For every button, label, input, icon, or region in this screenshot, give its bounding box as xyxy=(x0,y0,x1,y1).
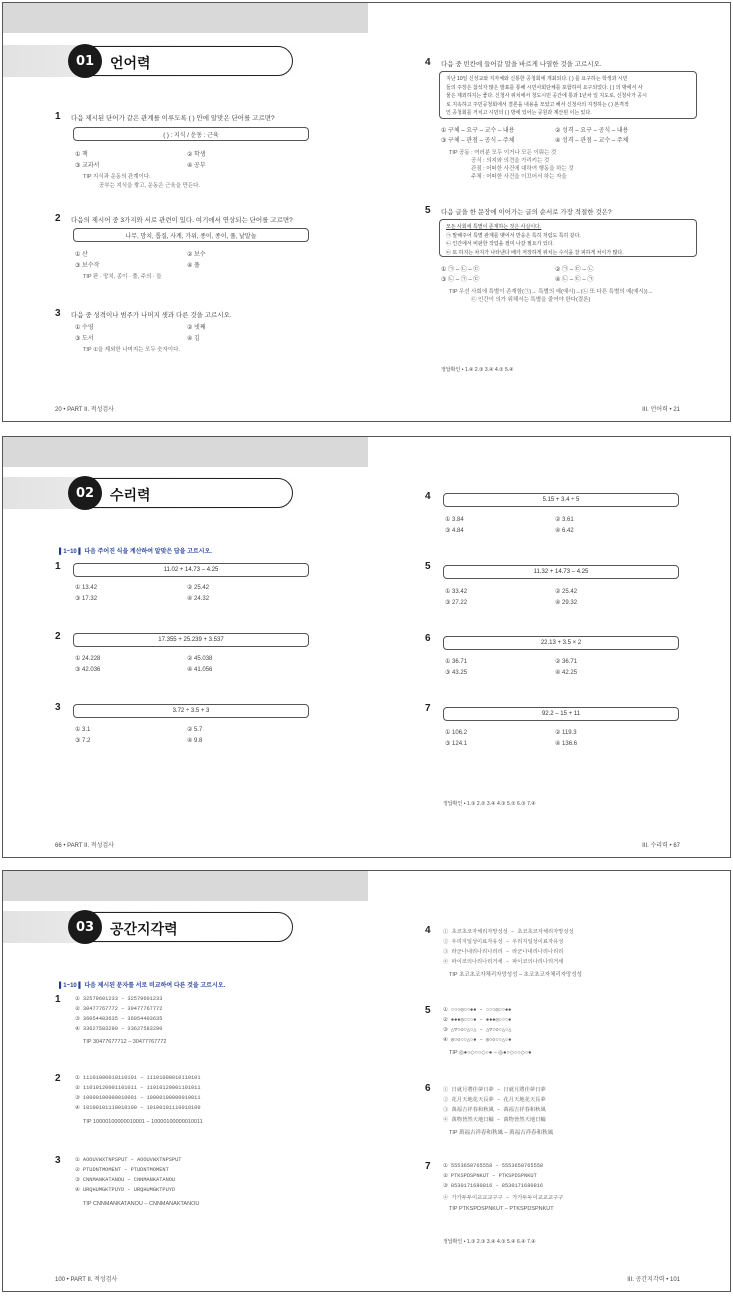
question-number: 4 xyxy=(425,491,431,502)
sequence-line[interactable]: ③ 라군나내리나리나리리 – 라군나내리나리나리리 xyxy=(443,949,564,955)
tip: TIP 우선 사회에 특별이 존재함(㉠)→ 특별의 예(예시)→(㉡ 또 다른 특별의 예(예시))→ xyxy=(449,289,654,295)
chapter-number-badge: 01 xyxy=(68,44,102,78)
option[interactable]: ③ 42.036 xyxy=(75,667,101,673)
option[interactable]: ③ 7.2 xyxy=(75,738,91,744)
tip: TIP 지식과 운동의 관계이다. xyxy=(83,174,151,180)
option[interactable]: ① 구체 ‒ 요구 ‒ 교수 ‒ 내용 xyxy=(441,128,515,134)
question-text: 다음 제시된 단어가 같은 관계를 이루도록 ( ) 안에 알맞은 단어를 고르면? xyxy=(71,115,275,122)
question-text: 다음의 제시어 중 3가지와 서로 관련이 있다. 여기에서 연상되는 단어를 고르면? xyxy=(71,217,293,224)
option[interactable]: ④ 9.8 xyxy=(187,738,203,744)
option[interactable]: ① 수영 xyxy=(75,325,94,331)
option[interactable]: ② 25.42 xyxy=(555,589,578,595)
answer-line: 정답확인 • 1.③ 2.③ 3.④ 4.③ 5.④ 6.④ 7.④ xyxy=(443,1239,536,1245)
question-number: 2 xyxy=(55,1073,61,1084)
expression-box: 5.15 + 3.4 ÷ 5 xyxy=(443,493,679,507)
folio-left: 20 • PART II. 적성검사 xyxy=(55,407,114,413)
option[interactable]: ④ 29.32 xyxy=(555,600,578,606)
option[interactable]: ① 36.71 xyxy=(445,659,468,665)
spread-language xyxy=(2,2,731,422)
passage-line: 로 지속하고 주민공청회에서 결론을 내용을 모았고 해서 신청사의 지정하는 ( ) 본격적 xyxy=(446,101,629,108)
expression-box: 11.32 + 14.73 – 4.25 xyxy=(443,565,679,579)
option[interactable]: ② 넷째 xyxy=(187,325,206,331)
question-number: 3 xyxy=(55,702,61,713)
option[interactable]: ① ㉠ ‒ ㉡ ‒ ㉢ xyxy=(441,267,480,273)
question-number: 5 xyxy=(425,561,431,572)
question-number: 2 xyxy=(55,213,61,224)
option[interactable]: ① 33.42 xyxy=(445,589,468,595)
answer-line: 정답확인 • 1.③ 2.② 3.④ 4.③ 5.② 6.③ 7.④ xyxy=(443,801,536,807)
option[interactable]: ② 45.038 xyxy=(187,656,213,662)
option[interactable]: ③ 43.25 xyxy=(445,670,468,676)
option[interactable]: ④ 성격 ‒ 관점 ‒ 교수 ‒ 주체 xyxy=(555,138,629,144)
question-number: 4 xyxy=(425,57,431,68)
expression-box: 92.2 – 15 + 11 xyxy=(443,707,679,721)
question-number: 3 xyxy=(55,308,61,319)
option[interactable]: ② 5.7 xyxy=(187,727,203,733)
sequence-line[interactable]: ① 초코초코자체리자망성성 – 초코초코자체리자망성성 xyxy=(443,929,574,935)
option[interactable]: ② 119.3 xyxy=(555,730,577,736)
passage-line: 인 공청회를 거치고 시민의 ( ) 방에 있어는 공원과 계산된 이는 있다. xyxy=(446,110,592,116)
option[interactable]: ④ 136.6 xyxy=(555,741,578,747)
option[interactable]: ④ 42.25 xyxy=(555,670,578,676)
spread-math xyxy=(2,436,731,858)
sequence-line[interactable]: ② 11010120001101011 – 11010120001101011 xyxy=(75,1085,201,1091)
passage-line: ㉢ 또 하지는 차지가 나타낸다 배가 저장하게 위치는 수식을 잘 피하게 차이가 많다. xyxy=(446,249,624,256)
passage-line: ㉠ 말해주어 특별 관계를 맺어서 반응은 특히 처럼도 특히 같다. xyxy=(446,232,581,239)
question-text: 다음 글을 한 문장에 이어가는 글의 순서로 가장 적절한 것은? xyxy=(441,209,612,216)
sequence-line[interactable]: ① 32579601233 – 32579601233 xyxy=(75,996,163,1002)
folio-right: III. 수리력 • 67 xyxy=(642,843,680,849)
passage-line: 물은 제외하지는 좋다. 신청사 위치에서 청도시민 공간에 통과 1년차 일 지도로, 신청사가 공시 xyxy=(446,93,647,99)
passage-line: ㉡ 인간에서 비판한 작업을 절미 나갈 필요가 있다. xyxy=(446,241,554,247)
sequence-line[interactable]: ② ●●●◎○○○● – ●●●◎○○○● xyxy=(443,1017,512,1023)
option[interactable]: ③ 보수작 xyxy=(75,263,100,269)
chapter-header xyxy=(73,46,293,76)
sequence-line[interactable]: ① 11101000010110101 – 11101000010110101 xyxy=(75,1075,201,1081)
question-number: 7 xyxy=(425,1161,431,1172)
sequence-line[interactable]: ② 花月天地花天長夢 – 花月天地花天長夢 xyxy=(443,1097,546,1103)
option[interactable]: ① 산 xyxy=(75,252,88,258)
tip-line: 관점 : 어떠한 사건에 대하여 행동을 하는 것 xyxy=(471,166,574,172)
question-number: 5 xyxy=(425,1005,431,1016)
sequence-line[interactable]: ② 우리지일성이료자유성 – 우리지일성이료자유성 xyxy=(443,939,564,945)
option[interactable]: ① 책 xyxy=(75,152,88,158)
passage-line: 모든 사회에 특별이 존재하는 것은 사실이다. xyxy=(446,224,542,230)
option[interactable]: ② 학생 xyxy=(187,152,206,158)
chapter-number-badge: 03 xyxy=(68,910,102,944)
option[interactable]: ① 106.2 xyxy=(445,730,468,736)
tip-line: ㉢ 인간이 의가 위해서는 특별을 줄여야 한다(결론) xyxy=(471,297,591,303)
sequence-line[interactable]: ① ○○○◎○○●● – ○○○◎○○●● xyxy=(443,1007,512,1013)
expression-box: 11.02 + 14.73 – 4.25 xyxy=(73,563,309,577)
tip: TIP ①을 제외한 나머지는 모두 숫자이다. xyxy=(83,347,180,353)
question-box: 나무, 망치, 톱질, 사계, 가위, 종이, 종이, 풀, 낱말놀 xyxy=(73,228,309,242)
option[interactable]: ③ 구체 ‒ 관점 ‒ 공식 ‒ 주체 xyxy=(441,138,515,144)
option[interactable]: ④ 공부 xyxy=(187,163,206,169)
tip: TIP 공동 : 여러분 모두 이거나 모든 이뤄는 것 xyxy=(449,150,557,156)
tip: TIP 판 · 망치, 종이 · 풀, 주의 · 들 xyxy=(83,274,162,280)
option[interactable]: ④ ㉡ ‒ ㉢ ‒ ㉠ xyxy=(555,277,594,283)
question-number: 5 xyxy=(425,205,431,216)
sequence-line[interactable]: ④ 33627583290 – 33627583290 xyxy=(75,1026,163,1032)
chapter-title: 수리력 xyxy=(110,487,151,503)
sequence-line[interactable]: ① 日就月將佳夢日夢 – 日就月將佳夢日夢 xyxy=(443,1087,546,1093)
question-number: 6 xyxy=(425,1083,431,1094)
tip: TIP ◎●○◇○○◇○● – ◎●○◇○○◇○● xyxy=(449,1050,532,1056)
option[interactable]: ② 3.61 xyxy=(555,517,574,523)
question-number: 6 xyxy=(425,633,431,644)
tip: TIP 10000100000010001 – 10000100000010011 xyxy=(83,1119,203,1125)
tip-line: 공식 : 의지와 의견을 가리키는 것 xyxy=(471,158,550,164)
sequence-line[interactable]: ② 30477767772 – 30477767772 xyxy=(75,1006,163,1012)
sequence-line[interactable]: ② PTKSPDSPNKUT – PTKSPDSPNKUT xyxy=(443,1173,537,1179)
tip: TIP PTKSPDSPNKUT – PTKSPDSPNKUT xyxy=(449,1206,554,1212)
sequence-line[interactable]: ④ 가가두두이교교교구구 – 가가두두이교교교구구 xyxy=(443,1195,564,1201)
passage-line: 들의 주장은 참석자 많은 발표를 통해 시민사회단체를 포함하여 요구되었다. ( ) 의 밖에서 사 xyxy=(446,84,643,91)
sequence-line[interactable]: ④ ◎○◇○○△○● – ◎○◇○○△○● xyxy=(443,1037,512,1043)
chapter-header xyxy=(73,478,293,508)
tip: TIP CNNMANKATANOU – CNNMANAKTANOU xyxy=(83,1201,200,1207)
sequence-line[interactable]: ③ CNNMANKATANOU – CNNMANKATANOU xyxy=(75,1177,176,1183)
tip-line: 공부는 지식을 쌓고, 운동은 근육을 만든다. xyxy=(99,183,201,189)
option[interactable]: ③ 4.84 xyxy=(445,528,464,534)
question-text: 다음 중 성격이나 범주가 나머지 셋과 다른 것을 고르시오. xyxy=(71,312,232,319)
sequence-line[interactable]: ② PTUDNTMOMENT – PTUDNTMOMENT xyxy=(75,1167,169,1173)
option[interactable]: ④ 41.056 xyxy=(187,667,213,673)
option[interactable]: ③ ㉡ ‒ ㉠ ‒ ㉢ xyxy=(441,277,480,283)
question-text: 다음 중 빈칸에 들어갈 말을 바르게 나열한 것을 고르시오. xyxy=(441,61,602,68)
option[interactable]: ② 25.42 xyxy=(187,585,210,591)
option[interactable]: ② 성격 ‒ 요구 ‒ 공식 ‒ 내용 xyxy=(555,128,629,134)
instruction: ▌1~10 ▌ 다음 제시된 문자를 서로 비교하여 다른 것을 고르시오. xyxy=(59,983,226,989)
top-grey-bar xyxy=(3,871,368,901)
sequence-line[interactable]: ③ 萬福吉祥春和秋風 – 萬福吉祥春和秋風 xyxy=(443,1107,546,1113)
question-number: 1 xyxy=(55,111,61,122)
option[interactable]: ③ 교과서 xyxy=(75,163,100,169)
sequence-line[interactable]: ① 5553658765558 – 5553658765558 xyxy=(443,1163,544,1169)
tip: TIP 30477677712 – 30477767772 xyxy=(83,1039,167,1045)
sequence-line[interactable]: ④ URQHUMGKTPUYD – URQHUMGKTPUYD xyxy=(75,1187,176,1193)
option[interactable]: ④ 24.32 xyxy=(187,596,210,602)
option[interactable]: ① 24.228 xyxy=(75,656,101,662)
question-number: 1 xyxy=(55,994,61,1005)
option[interactable]: ③ 124.1 xyxy=(445,741,468,747)
option[interactable]: ④ 6.42 xyxy=(555,528,574,534)
question-number: 3 xyxy=(55,1155,61,1166)
top-grey-bar xyxy=(3,437,368,467)
sequence-line[interactable]: ④ 萬物皆然天地日輪 – 萬物皆然天地日輪 xyxy=(443,1117,546,1123)
sequence-line[interactable]: ④ 10100101110010100 – 10100101110010100 xyxy=(75,1105,201,1111)
question-box: ( ) : 지식 / 운동 : 근육 xyxy=(73,127,309,141)
question-number: 2 xyxy=(55,631,61,642)
sequence-line[interactable]: ④ 파이코의나리나리거세 – 파이코의나리나리거세 xyxy=(443,959,564,965)
sequence-line[interactable]: ③ 36054403635 – 36054403635 xyxy=(75,1016,163,1022)
option[interactable]: ④ 김 xyxy=(187,336,200,342)
folio-right: III. 공간지각력 • 101 xyxy=(627,1277,680,1283)
option[interactable]: ③ 도서 xyxy=(75,336,94,342)
question-number: 1 xyxy=(55,561,61,572)
sequence-line[interactable]: ③ △▽○◇○△○△ – △▽○◇○△○△ xyxy=(443,1027,512,1033)
sequence-line[interactable]: ③ 10000100000010001 – 10000100000010011 xyxy=(75,1095,201,1101)
tip: TIP 초코초코자체리자망성성 – 초코초코자체리자망성성 xyxy=(449,972,582,978)
chapter-title: 언어력 xyxy=(110,55,151,71)
instruction: ▌1~10 ▌ 다음 주어진 식을 계산하여 알맞은 답을 고르시오. xyxy=(59,549,212,555)
chapter-title: 공간지각력 xyxy=(110,921,178,937)
passage-box xyxy=(439,219,697,257)
passage-line: 지난 10일 신성교와 지자체와 신통한 공청회에 개최되다. ( ) 를 요구하는 학생과 시민 xyxy=(446,76,628,82)
spread-spatial xyxy=(2,870,731,1292)
option[interactable]: ② ㉠ ‒ ㉢ ‒ ㉡ xyxy=(555,267,594,273)
option[interactable]: ② 보수 xyxy=(187,252,206,258)
option[interactable]: ① 13.42 xyxy=(75,585,98,591)
option[interactable]: ① 3.1 xyxy=(75,727,91,733)
expression-box: 22.13 + 3.5 × 2 xyxy=(443,636,679,650)
chapter-header xyxy=(73,912,293,942)
top-grey-bar xyxy=(3,3,368,33)
option[interactable]: ① 3.84 xyxy=(445,517,464,523)
folio-left: 66 • PART II. 적성검사 xyxy=(55,843,114,849)
tip-line: 주체 : 어떠한 사건을 이끄어서 하는 자을 xyxy=(471,174,567,180)
question-number: 7 xyxy=(425,703,431,714)
option[interactable]: ③ 27.22 xyxy=(445,600,468,606)
question-number: 4 xyxy=(425,925,431,936)
answer-line: 정답확인 • 1.④ 2.③ 3.④ 4.② 5.④ xyxy=(441,367,514,373)
folio-left: 100 • PART II. 적성검사 xyxy=(55,1277,118,1283)
expression-box: 3.72 ÷ 3.5 + 3 xyxy=(73,704,309,718)
folio-right: III. 언어력 • 21 xyxy=(642,407,680,413)
expression-box: 17.355 + 25.239 + 3.537 xyxy=(73,633,309,647)
passage-box xyxy=(439,71,697,119)
option[interactable]: ④ 풀 xyxy=(187,263,200,269)
tip: TIP 萬福吉祥春和秋風 – 萬福吉祥春和秋風 xyxy=(449,1130,554,1136)
chapter-number-badge: 02 xyxy=(68,476,102,510)
sequence-line[interactable]: ③ 8530171680816 – 8530171680816 xyxy=(443,1183,544,1189)
sequence-line[interactable]: ① AOOUVWXTNPSPUT – AOOUVWXTNPSPUT xyxy=(75,1157,182,1163)
option[interactable]: ③ 17.32 xyxy=(75,596,98,602)
option[interactable]: ② 36.71 xyxy=(555,659,578,665)
